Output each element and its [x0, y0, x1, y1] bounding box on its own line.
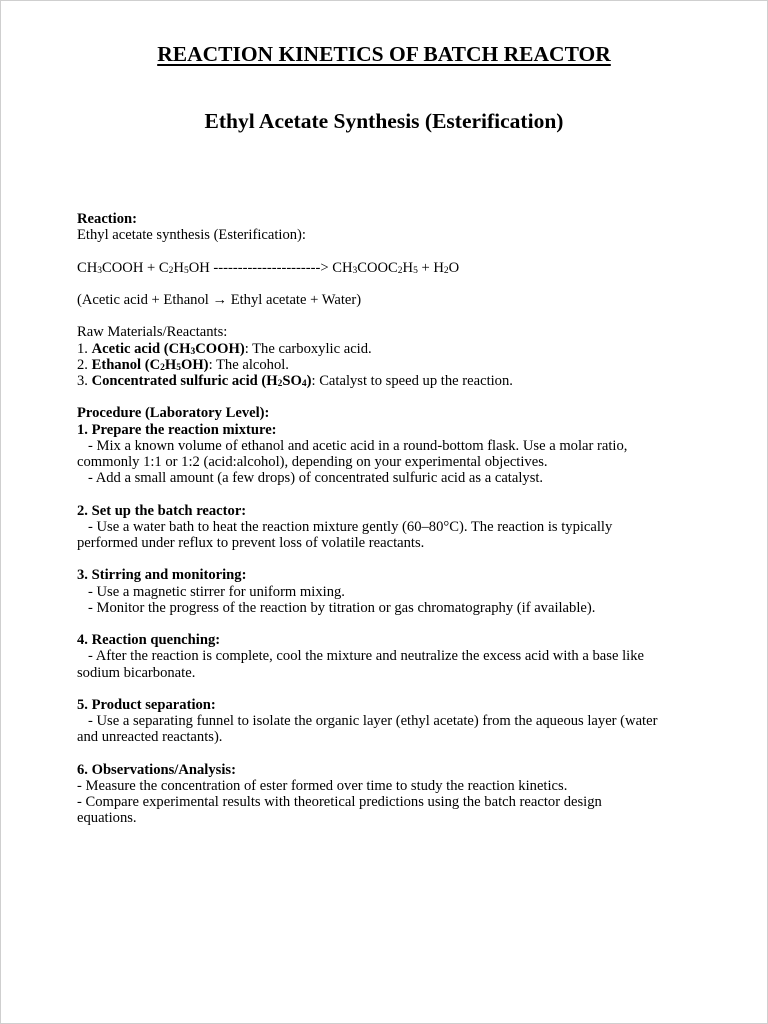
raw-material-item: 2. Ethanol $(C_2H_5OH)$: The alcohol. — [77, 356, 289, 373]
reaction-heading: Reaction: — [77, 211, 137, 227]
step-line: - Measure the concentration of ester formed over time to study the reaction kinetics. — [77, 777, 568, 794]
reaction-equation: $CH_3COOH + C_2H_5OH$ ----------------------> $CH_3COOC_2H_5 + H_2O$ — [77, 259, 460, 276]
step-line: equations. — [77, 810, 137, 827]
document-title: REACTION KINETICS OF BATCH REACTOR — [157, 42, 611, 66]
step-line: performed under reflux to prevent loss of volatile reactants. — [77, 534, 425, 551]
document-body — [77, 211, 697, 827]
procedure-heading: Procedure (Laboratory Level): — [77, 405, 270, 422]
step-title: 5. Product separation: — [77, 696, 216, 713]
step-line: - Use a separating funnel to isolate the organic layer (ethyl acetate) from the aqueous layer (water — [88, 713, 658, 730]
step-title: 4. Reaction quenching: — [77, 632, 221, 649]
step-line: - Monitor the progress of the reaction by titration or gas chromatography (if available). — [88, 599, 596, 616]
reaction-description: Ethyl acetate synthesis (Esterification): — [77, 227, 306, 244]
step-title: 6. Observations/Analysis: — [77, 761, 236, 778]
step-title: 3. Stirring and monitoring: — [77, 567, 247, 584]
step-title: 1. Prepare the reaction mixture: — [77, 421, 277, 438]
raw-materials-heading: Raw Materials/Reactants: — [77, 324, 228, 341]
reaction-words: (Acetic acid + Ethanol → Ethyl acetate + Water) — [77, 291, 362, 308]
step-line: - Mix a known volume of ethanol and acetic acid in a round-bottom flask. Use a molar ratio, — [88, 437, 628, 454]
step-line: - Use a water bath to heat the reaction mixture gently (60–80°C). The reaction is typically — [88, 518, 613, 535]
step-line: commonly 1:1 or 1:2 (acid:alcohol), depending on your experimental objectives. — [77, 453, 548, 470]
document-subtitle: Ethyl Acetate Synthesis (Esterification) — [204, 109, 564, 133]
step-line: sodium bicarbonate. — [77, 664, 196, 681]
step-line: - Add a small amount (a few drops) of concentrated sulfuric acid as a catalyst. — [88, 470, 544, 487]
raw-material-item: 3. Concentrated sulfuric acid $(H_2SO_4)$: Catalyst to speed up the reaction. — [77, 372, 513, 389]
step-title: 2. Set up the batch reactor: — [77, 502, 247, 519]
step-line: - Use a magnetic stirrer for uniform mixing. — [88, 583, 345, 600]
raw-material-item: 1. Acetic acid $(CH_3COOH)$: The carboxylic acid. — [77, 340, 372, 357]
step-line: - Compare experimental results with theoretical predictions using the batch reactor design — [77, 794, 602, 811]
step-line: and unreacted reactants). — [77, 729, 223, 746]
step-line: - After the reaction is complete, cool the mixture and neutralize the excess acid with a base like — [88, 648, 644, 665]
